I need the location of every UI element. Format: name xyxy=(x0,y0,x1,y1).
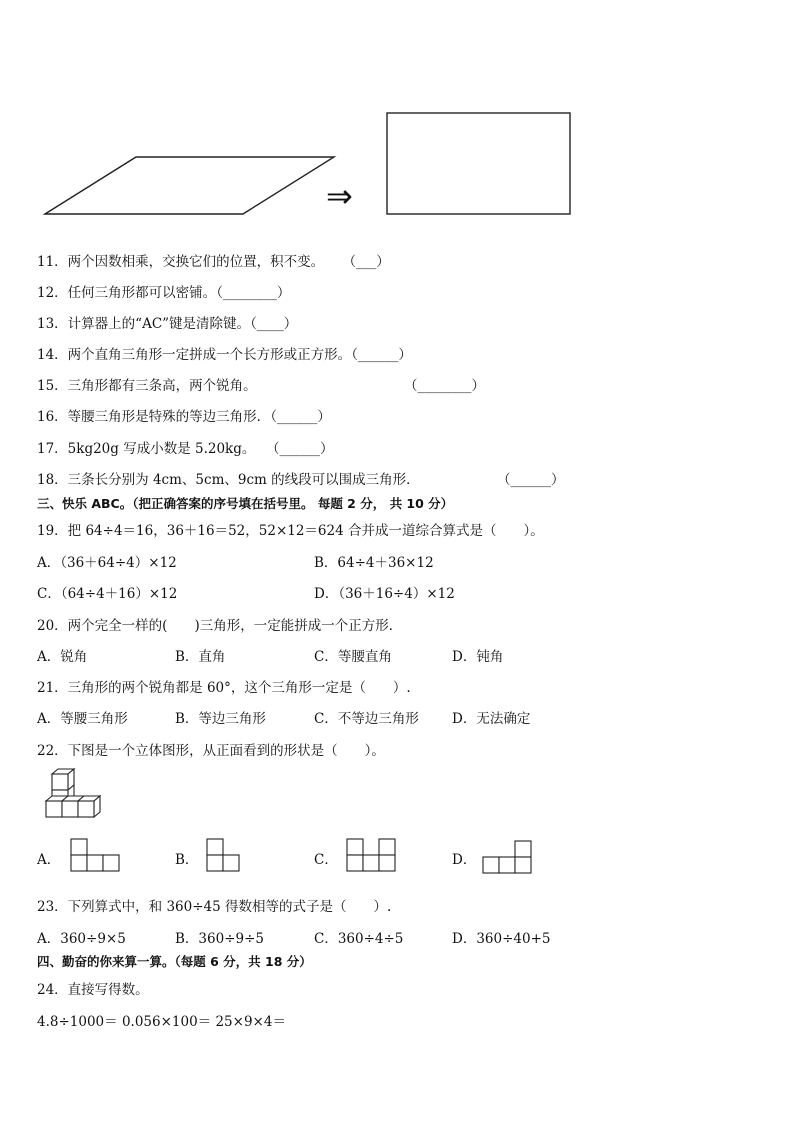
question-stem: 12．任何三角形都可以密铺。 xyxy=(37,285,217,301)
calc-items xyxy=(37,1010,286,1030)
section-title: 四、勤奋的你来算一算。（每题 6 分，共 18 分） xyxy=(37,954,312,969)
answer-blank[interactable]: （___） xyxy=(342,254,390,270)
question-21: 21．三角形的两个锐角都是 60°，这个三角形一定是（ ）. xyxy=(37,680,411,696)
question-18 xyxy=(37,468,420,488)
option-a[interactable]: A．等腰三角形 xyxy=(37,711,128,727)
question-13 xyxy=(37,312,297,332)
question-24: 24．直接写得数。 xyxy=(37,982,149,998)
question-stem: 18．三条长分别为 4cm、5cm、9cm 的线段可以围成三角形． xyxy=(37,472,420,488)
question-22: 22．下图是一个立体图形，从正面看到的形状是（ ）。 xyxy=(37,743,385,759)
rectangle-figure xyxy=(387,113,570,214)
option-a-label[interactable]: A． xyxy=(37,852,61,868)
calc-item[interactable]: 0.056×100＝ xyxy=(121,1014,212,1030)
option-c-view[interactable] xyxy=(346,838,398,874)
option-d[interactable]: D．无法确定 xyxy=(452,711,531,727)
question-stem: 15．三角形都有三条高，两个锐角。 xyxy=(37,378,257,394)
parallelogram-figure xyxy=(0,0,794,230)
cube-stack-figure xyxy=(40,768,120,820)
option-c[interactable]: C．360÷4÷5 xyxy=(314,931,404,947)
question-11 xyxy=(37,250,390,270)
question-15 xyxy=(37,374,257,394)
answer-blank[interactable]: （______） xyxy=(497,472,565,488)
option-b-label[interactable]: B． xyxy=(175,852,199,868)
option-c[interactable]: C．不等边三角形 xyxy=(314,711,419,727)
option-c[interactable]: C．等腰直角 xyxy=(314,649,392,665)
option-c-label[interactable]: C． xyxy=(314,852,338,868)
transform-arrow: ⇒ xyxy=(326,177,353,215)
answer-blank[interactable]: （______） xyxy=(270,409,331,425)
answer-blank[interactable]: （______） xyxy=(351,347,412,363)
option-a[interactable]: A．360÷9×5 xyxy=(37,931,126,947)
option-c[interactable]: C．（64÷4＋16）×12 xyxy=(37,586,178,602)
option-d-view[interactable] xyxy=(482,840,534,876)
question-stem: 11．两个因数相乘，交换它们的位置，积不变。 xyxy=(37,254,325,270)
question-14 xyxy=(37,343,412,363)
question-stem: 13．计算器上的“AC”键是清除键。 xyxy=(37,316,251,332)
option-d[interactable]: D．360÷40+5 xyxy=(452,931,551,947)
option-d[interactable]: D．钝角 xyxy=(452,649,504,665)
answer-blank[interactable]: （____） xyxy=(250,316,298,332)
option-a[interactable]: A．锐角 xyxy=(37,649,88,665)
answer-blank[interactable]: （________） xyxy=(216,285,291,301)
calc-item[interactable]: 25×9×4＝ xyxy=(215,1014,286,1030)
question-20: 20．两个完全一样的( )三角形，一定能拼成一个正方形． xyxy=(37,618,403,634)
option-b-view[interactable] xyxy=(206,838,242,874)
option-b[interactable]: B．等边三角形 xyxy=(175,711,266,727)
option-a-view[interactable] xyxy=(70,838,122,874)
option-a[interactable]: A．（36＋64÷4）×12 xyxy=(37,555,177,571)
question-stem: 14．两个直角三角形一定拼成一个长方形或正方形。 xyxy=(37,347,352,363)
calc-item[interactable]: 4.8÷1000＝ xyxy=(37,1014,118,1030)
question-23: 23．下列算式中，和 360÷45 得数相等的式子是（ ）. xyxy=(37,899,392,915)
option-d-label[interactable]: D． xyxy=(452,852,477,868)
question-16 xyxy=(37,405,331,425)
option-b[interactable]: B．直角 xyxy=(175,649,226,665)
answer-blank[interactable]: （______） xyxy=(266,441,334,457)
option-b[interactable]: B．360÷9÷5 xyxy=(175,931,264,947)
question-stem: 16．等腰三角形是特殊的等边三角形． xyxy=(37,409,271,425)
option-b[interactable]: B．64÷4＋36×12 xyxy=(314,555,434,571)
question-17 xyxy=(37,437,255,457)
question-12 xyxy=(37,281,290,301)
section-title: 三、快乐 ABC。（把正确答案的序号填在括号里。 每题 2 分， 共 10 分） xyxy=(37,496,454,511)
option-d[interactable]: D．（36＋16÷4）×12 xyxy=(314,586,455,602)
question-19: 19．把 64÷4＝16，36＋16＝52，52×12＝624 合并成一道综合算式是（ ）。 xyxy=(37,523,544,539)
answer-blank[interactable]: （________） xyxy=(404,378,485,394)
question-stem: 17．5kg20g 写成小数是 5.20kg。 xyxy=(37,441,256,457)
